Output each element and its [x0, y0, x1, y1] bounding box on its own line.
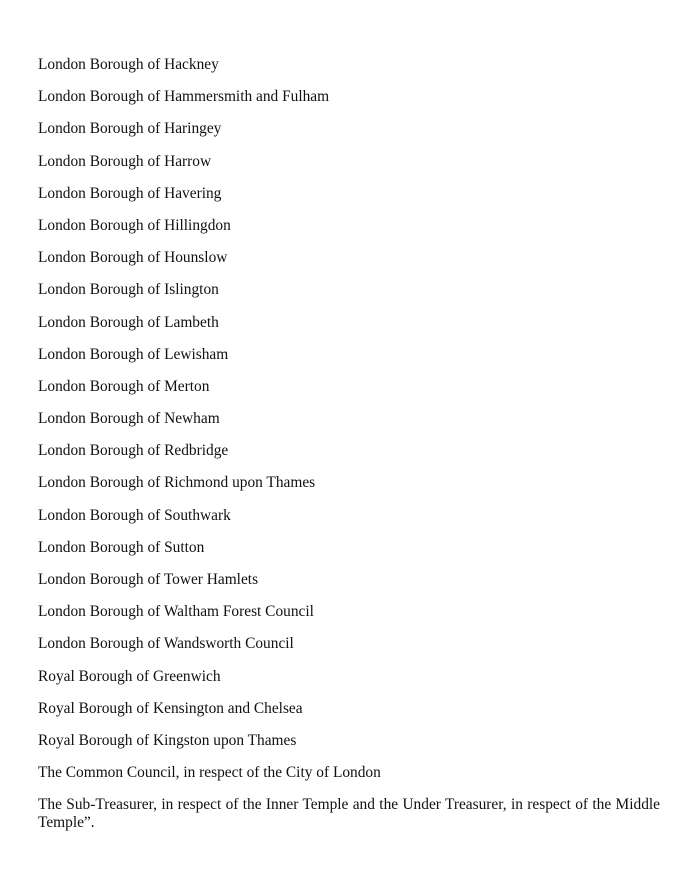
list-item: London Borough of Lambeth [38, 313, 219, 331]
list-item: London Borough of Richmond upon Thames [38, 474, 316, 492]
list-item: London Borough of Redbridge [38, 442, 229, 460]
list-item: London Borough of Hammersmith and Fulham [38, 88, 330, 106]
list-item: London Borough of Merton [38, 377, 210, 395]
authority-list [38, 56, 660, 832]
list-item: London Borough of Hounslow [38, 249, 228, 267]
list-item: The Common Council, in respect of the City of London [38, 764, 381, 782]
list-item: London Borough of Sutton [38, 538, 205, 556]
list-item: London Borough of Lewisham [38, 345, 229, 363]
list-item: London Borough of Newham [38, 410, 220, 428]
list-item: London Borough of Tower Hamlets [38, 571, 259, 588]
list-item: London Borough of Southwark [38, 506, 231, 524]
list-item: London Borough of Haringey [38, 120, 222, 138]
list-item: London Borough of Havering [38, 184, 222, 202]
list-item: Royal Borough of Greenwich [38, 667, 221, 685]
list-item: London Borough of Wandsworth Council [38, 635, 294, 653]
final-list-item: The Sub-Treasurer, in respect of the Inner Temple and the Under Treasurer, in respect of the Middle Temple”. [38, 796, 660, 832]
list-item: Royal Borough of Kingston upon Thames [38, 731, 297, 749]
list-item: London Borough of Hackney [38, 56, 219, 73]
list-item: London Borough of Islington [38, 281, 219, 299]
list-item: London Borough of Harrow [38, 152, 212, 170]
list-item: Royal Borough of Kensington and Chelsea [38, 699, 303, 717]
list-item: London Borough of Waltham Forest Council [38, 603, 314, 621]
list-item: London Borough of Hillingdon [38, 216, 231, 234]
